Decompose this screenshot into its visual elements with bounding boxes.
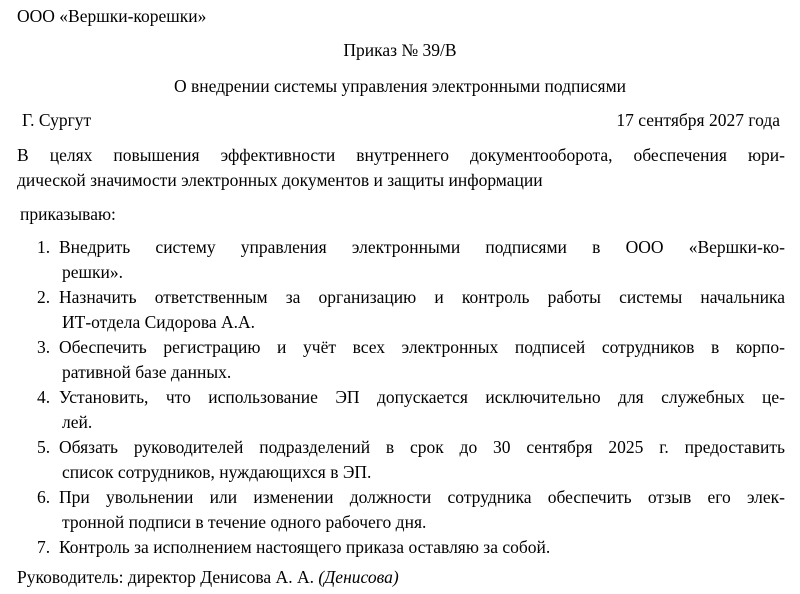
order-item xyxy=(37,335,785,385)
item-text-line: лей. xyxy=(62,412,93,432)
order-item xyxy=(37,485,785,535)
preamble xyxy=(17,143,785,193)
item-number: 3. xyxy=(37,337,51,357)
signature-line xyxy=(17,565,399,590)
city: Г. Сургут xyxy=(22,110,92,130)
item-text-line: тронной подписи в течение одного рабочего дня. xyxy=(62,512,427,532)
preamble-line: В целях повышения эффективности внутреннего документооборота, обеспечения юри- xyxy=(17,145,785,165)
order-item xyxy=(37,285,785,335)
item-text-line: Обязать руководителей подразделений в срок до 30 сентября 2025 г. предоставить xyxy=(59,437,785,457)
item-text-line: Внедрить систему управления электронными подписями в ООО «Вершки-ко- xyxy=(59,237,785,257)
item-text-line: ИТ-отдела Сидорова А.А. xyxy=(62,312,256,332)
order-item xyxy=(37,535,785,560)
item-text-line: решки». xyxy=(62,262,123,282)
item-text-line: При увольнении или изменении должности сотрудника обеспечить отзыв его элек- xyxy=(59,487,785,507)
order-items-list xyxy=(37,235,785,560)
item-number: 1. xyxy=(37,237,51,257)
item-text-line: ративной базе данных. xyxy=(62,362,232,382)
item-text-line: список сотрудников, нуждающихся в ЭП. xyxy=(62,462,372,482)
order-title: Приказ № 39/В xyxy=(343,40,457,60)
place-date-row xyxy=(22,108,780,133)
order-item xyxy=(37,385,785,435)
item-text-line: Назначить ответственным за организацию и контроль работы системы начальника xyxy=(59,287,785,307)
item-number: 5. xyxy=(37,437,51,457)
order-date: 17 сентября 2027 года xyxy=(616,110,780,130)
signature-label: Руководитель: директор Денисова А. А. xyxy=(17,567,314,587)
item-text-line: Обеспечить регистрацию и учёт всех электронных подписей сотрудников в корпо- xyxy=(59,337,785,357)
item-number: 7. xyxy=(37,537,51,557)
item-number: 6. xyxy=(37,487,51,507)
order-item xyxy=(37,435,785,485)
order-item xyxy=(37,235,785,285)
item-number: 2. xyxy=(37,287,51,307)
order-word: приказываю: xyxy=(20,204,116,224)
order-subject: О внедрении системы управления электронными подписями xyxy=(173,76,627,96)
item-text-line: Установить, что использование ЭП допускается исключительно для служебных це- xyxy=(59,387,785,407)
item-text-line: Контроль за исполнением настоящего приказа оставляю за собой. xyxy=(59,537,551,557)
item-number: 4. xyxy=(37,387,51,407)
signature-name: (Денисова) xyxy=(318,567,399,587)
organization-name: ООО «Вершки-корешки» xyxy=(17,6,207,26)
preamble-line: дической значимости электронных документов и защиты информации xyxy=(17,170,543,190)
